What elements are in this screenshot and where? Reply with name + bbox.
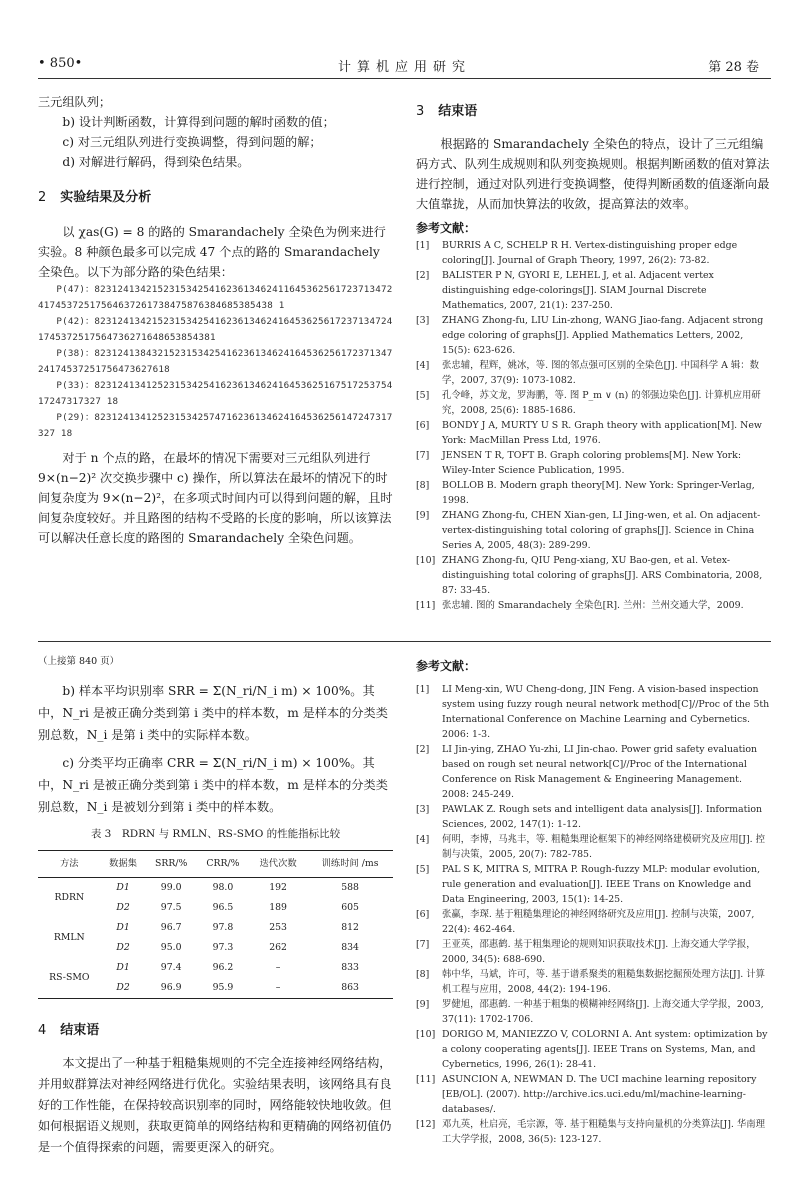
reference-text: ASUNCION A, NEWMAN D. The UCI machine learning repository [EB/OL]. (2007). http://archive.ics.uci.edu/ml/machine-learning-databases/.: [442, 1074, 757, 1115]
reference-number: [3]: [416, 804, 430, 815]
value-cell: 95.9: [197, 978, 249, 999]
table-row: [38, 958, 393, 978]
reference-item: [416, 553, 771, 598]
value-cell: 97.5: [160, 902, 182, 913]
paragraph: b) 样本平均识别率 SRR = Σ(N_ri/N_i m) × 100%。其中，N_ri 是被正确分类到第 i 类中的样本数，m 是样本的分类类别总数，N_i 是第 i 类中的实际样本数。: [38, 684, 388, 742]
path-coloring-result: P(47)：823124134215231534254162361346241164536256172371347241745372517564637261738475876384685385438 1: [38, 284, 393, 311]
value-cell: 99.0: [160, 882, 182, 893]
reference-number: [4]: [416, 360, 430, 371]
reference-text: ZHANG Zhong-fu, CHEN Xian-gen, LI Jing-wen, et al. On adjacent-vertex-distinguishing total coloring of graphs[J]. Science in China Series A, 2005, 48(3): 289-299.: [442, 510, 761, 551]
dataset-cell: D1: [116, 962, 130, 973]
top-left-column: [38, 92, 393, 548]
reference-number: [10]: [416, 555, 436, 566]
paragraph: 对于 n 个点的路，在最坏的情况下需要对三元组队列进行 9×(n−2)² 次交换步骤中 c) 操作，所以算法在最坏的情况下的时间复杂度为 9×(n−2)²，在多项式时间内可以得到问题的解，且时间复杂度较好。并且路图的结构不受路的长度的影响，所以该算法可以解决任意长度的路图的 Smarandachely 全染色问题。: [38, 451, 393, 545]
value-cell: 96.7: [160, 922, 182, 933]
reference-item: [416, 448, 771, 478]
intro-line: c) 对三元组队列进行变换调整，得到问题的解；: [62, 135, 322, 149]
table-caption: 表 3 RDRN 与 RMLN、RS-SMO 的性能指标比较: [90, 828, 341, 840]
reference-number: [1]: [416, 240, 430, 251]
dataset-cell: D2: [116, 902, 130, 913]
reference-text: DORIGO M, MANIEZZO V, COLORNI A. Ant system: optimization by a colony cooperating agents[J]. IEEE Trans on Systems, Man, and Cybernetics, 1996, 26(1): 28-41.: [442, 1029, 768, 1070]
reference-text: LI Meng-xin, WU Cheng-dong, JIN Feng. A vision-based inspection system using fuzzy rough neural network method[C]//Proc of the 5th International Conference on Machine Learning and Cybernetics. 2006: 1-3.: [442, 684, 770, 740]
reference-text: ZHANG Zhong-fu, LIU Lin-zhong, WANG Jiao-fang. Adjacent strong edge coloring of graphs[J]. Applied Mathematics Letters, 2002, 15(5): 623-626.: [442, 315, 764, 356]
reference-item: [416, 802, 771, 832]
path-coloring-result: P(33)：823124134125231534254162361346241645362516751725375417247317327 18: [38, 380, 393, 407]
value-cell: 834: [341, 942, 359, 953]
reference-item: [416, 937, 771, 967]
reference-item: [416, 388, 771, 418]
reference-text: PAWLAK Z. Rough sets and intelligent data analysis[J]. Information Sciences, 2002, 147(1): 1-12.: [442, 804, 763, 830]
page-number: • 850•: [38, 56, 83, 71]
method-cell: RDRN: [54, 892, 85, 903]
reference-text: BONDY J A, MURTY U S R. Graph theory with application[M]. New York: MacMillan Press Ltd, 1976.: [442, 420, 762, 446]
reference-item: [416, 418, 771, 448]
reference-number: [6]: [416, 420, 430, 431]
reference-item: [416, 1117, 771, 1147]
running-header: [0, 54, 809, 78]
references-title: 参考文献：: [416, 221, 477, 235]
path-coloring-result: P(29)：8231241341252315342574716236134624164536256147247317327 18: [38, 412, 393, 439]
reference-number: [9]: [416, 999, 430, 1010]
reference-item: [416, 742, 771, 802]
table-row: [38, 918, 393, 938]
reference-item: [416, 907, 771, 937]
reference-number: [3]: [416, 315, 430, 326]
table-header-cell: 训练时间 /ms: [307, 851, 393, 878]
reference-text: PAL S K, MITRA S, MITRA P. Rough-fuzzy MLP: modular evolution, rule generation and evaluation[J]. IEEE Trans on Knowledge and Data Engineering, 2003, 15(1): 14-25.: [442, 864, 761, 905]
reference-item: [416, 358, 771, 388]
intro-line: d) 对解进行解码，得到染色结果。: [62, 155, 250, 169]
reference-item: [416, 832, 771, 862]
table-header-cell: 迭代次数: [249, 851, 307, 878]
bottom-left-column: [38, 652, 393, 1158]
volume-label: 第 28 卷: [708, 60, 759, 75]
reference-number: [5]: [416, 390, 430, 401]
bottom-right-column: [416, 656, 771, 1147]
reference-text: 邓九英，杜启亮，毛宗源，等. 基于粗糙集与支持向量机的分类算法[J]. 华南理工大学学报，2008, 36(5): 123-127.: [442, 1119, 765, 1145]
intro-line: b) 设计判断函数，计算得到问题的解时函数的值；: [62, 115, 335, 129]
reference-text: 孔令峰，苏文龙，罗海鹏，等. 图 P_m ∨ (n) 的邻强边染色[J]. 计算机应用研究，2008, 25(6): 1885-1686.: [442, 390, 761, 416]
reference-item: [416, 682, 771, 742]
references-title: 参考文献：: [416, 659, 477, 673]
reference-list: [416, 238, 771, 613]
section-heading: 2 实验结果及分析: [38, 190, 152, 205]
reference-item: [416, 268, 771, 313]
header-rule: [38, 78, 771, 79]
reference-item: [416, 508, 771, 553]
reference-item: [416, 967, 771, 997]
value-cell: 863: [307, 978, 393, 999]
table-header-cell: 数据集: [101, 851, 146, 878]
dataset-cell: D2: [116, 942, 130, 953]
path-coloring-result: P(42)：82312413421523153425416236134624164536256172371347241745372517564736271648653854381: [38, 316, 393, 343]
value-cell: 588: [341, 882, 359, 893]
paragraph: 本文提出了一种基于粗糙集规则的不完全连接神经网络结构，并用蚁群算法对神经网络进行优化。实验结果表明，该网络具有良好的工作性能，在保持较高识别率的同时，网络能较快地收敛。但如何根据语义规则，获取更简单的网络结构和更精确的网络初值仍是一个值得探索的问题，需要更深入的研究。: [38, 1056, 392, 1154]
value-cell: 262: [269, 942, 287, 953]
value-cell: 812: [341, 922, 359, 933]
reference-item: [416, 1027, 771, 1072]
reference-item: [416, 478, 771, 508]
dataset-cell: D1: [116, 882, 130, 893]
reference-text: 张忠辅，程辉，姚冰，等. 图的邻点强可区别的全染色[J]. 中国科学 A 辑：数学，2007, 37(9): 1073-1082.: [442, 360, 759, 386]
reference-number: [11]: [416, 600, 436, 611]
reference-item: [416, 997, 771, 1027]
value-cell: 98.0: [212, 882, 234, 893]
journal-title: 计算机应用研究: [337, 60, 471, 75]
value-cell: 96.9: [146, 978, 197, 999]
paragraph: 以 χas(G) = 8 的路的 Smarandachely 全染色为例来进行实验。8 种颜色最多可以完成 47 个点的路的 Smarandachely 全染色。以下为部分路的染色结果：: [38, 225, 386, 279]
section-heading: 4 结束语: [38, 1023, 100, 1038]
value-cell: 96.5: [212, 902, 234, 913]
reference-number: [8]: [416, 480, 430, 491]
reference-number: [9]: [416, 510, 430, 521]
dataset-cell: D2: [101, 978, 146, 999]
reference-text: 何明，李博，马兆丰，等. 粗糙集理论框架下的神经网络建模研究及应用[J]. 控制与决策，2005, 20(7): 782-785.: [442, 834, 765, 860]
reference-text: 罗健旭，邵惠鹤. 一种基于粗集的模糊神经网络[J]. 上海交通大学学报，2003, 37(11): 1702-1706.: [442, 999, 764, 1025]
value-cell: 189: [269, 902, 287, 913]
reference-text: BURRIS A C, SCHELP R H. Vertex-distinguishing proper edge coloring[J]. Journal of Graph Theory, 1997, 26(2): 73-82.: [442, 240, 738, 266]
reference-text: JENSEN T R, TOFT B. Graph coloring problems[M]. New York: Wiley-Inter Science Publication, 1995.: [442, 450, 741, 476]
paragraph: c) 分类平均正确率 CRR = Σ(N_ri/N_i m) × 100%。其中，N_ri 是被正确分类到第 i 类中的样本数，m 是样本的分类类别总数，N_i 是被划分到第 i 类中的样本数。: [38, 756, 388, 814]
reference-item: [416, 238, 771, 268]
value-cell: –: [275, 962, 281, 973]
value-cell: 97.8: [212, 922, 234, 933]
reference-text: 张赢，李琛. 基于粗糙集理论的神经网络研究及应用[J]. 控制与决策，2007, 22(4): 462-464.: [442, 909, 755, 935]
table-header-cell: CRR/%: [197, 851, 249, 878]
section-rule: [38, 641, 771, 642]
table-row: [38, 878, 393, 899]
value-cell: –: [249, 978, 307, 999]
reference-number: [6]: [416, 909, 430, 920]
reference-number: [2]: [416, 270, 430, 281]
reference-number: [11]: [416, 1074, 436, 1085]
reference-text: BALISTER P N, GYORI E, LEHEL J, et al. Adjacent vertex distinguishing edge-colorings[J]. SIAM Journal Discrete Mathematics, 2007, 21(1): 237-250.: [442, 270, 714, 311]
reference-number: [10]: [416, 1029, 436, 1040]
reference-number: [1]: [416, 684, 430, 695]
top-right-column: [416, 102, 771, 613]
continued-note: （上接第 840 页）: [38, 656, 120, 667]
reference-text: ZHANG Zhong-fu, QIU Peng-xiang, XU Bao-gen, et al. Vetex-distinguishing total coloring of graphs[J]. ARS Combinatoria, 2008, 87: 33-45.: [442, 555, 763, 596]
path-coloring-result: P(38)：823124138432152315342541623613462416453625617237134724174537251756473627618: [38, 348, 393, 375]
reference-number: [4]: [416, 834, 430, 845]
value-cell: 96.2: [212, 962, 234, 973]
method-cell: RMLN: [53, 932, 85, 943]
value-cell: 97.4: [160, 962, 182, 973]
table-header-cell: 方法: [38, 851, 101, 878]
value-cell: 95.0: [160, 942, 182, 953]
value-cell: 253: [269, 922, 287, 933]
reference-number: [7]: [416, 450, 430, 461]
dataset-cell: D1: [116, 922, 130, 933]
value-cell: 97.3: [212, 942, 234, 953]
reference-item: [416, 313, 771, 358]
paragraph: 根据路的 Smarandachely 全染色的特点，设计了三元组编码方式、队列生成规则和队列变换规则。根据判断函数的值对算法进行控制，通过对队列进行变换调整，使得判断函数的值逐渐向最大值靠拢，从而加快算法的收敛，提高算法的效率。: [416, 137, 770, 211]
intro-line: 三元组队列；: [38, 95, 112, 109]
value-cell: 192: [269, 882, 287, 893]
method-cell: RS-SMO: [38, 958, 101, 999]
reference-item: [416, 1072, 771, 1117]
comparison-table: [38, 850, 393, 999]
reference-text: 韩中华，马斌，许可，等. 基于谱系聚类的粗糙集数据挖掘预处理方法[J]. 计算机工程与应用，2008, 44(2): 194-196.: [442, 969, 765, 995]
reference-item: [416, 862, 771, 907]
reference-number: [2]: [416, 744, 430, 755]
reference-number: [7]: [416, 939, 430, 950]
reference-text: BOLLOB B. Modern graph theory[M]. New York: Springer-Verlag, 1998.: [442, 480, 755, 506]
reference-list: [416, 682, 771, 1147]
reference-text: 张忠辅. 图的 Smarandachely 全染色[R]. 兰州：兰州交通大学，2009.: [442, 600, 744, 611]
reference-item: [416, 598, 771, 613]
value-cell: 605: [341, 902, 359, 913]
reference-number: [12]: [416, 1119, 436, 1130]
section-heading: 3 结束语: [416, 104, 478, 119]
reference-number: [8]: [416, 969, 430, 980]
value-cell: 833: [341, 962, 359, 973]
reference-text: LI Jin-ying, ZHAO Yu-zhi, LI Jin-chao. Power grid safety evaluation based on rough set neural network[C]//Proc of the International Conference on Risk Management & Engineering Management. 2008: 245-249.: [442, 744, 758, 800]
reference-number: [5]: [416, 864, 430, 875]
reference-text: 王亚英，邵惠鹤. 基于粗集理论的规则知识获取技术[J]. 上海交通大学学报，2000, 34(5): 688-690.: [442, 939, 756, 965]
table-header-cell: SRR/%: [146, 851, 197, 878]
